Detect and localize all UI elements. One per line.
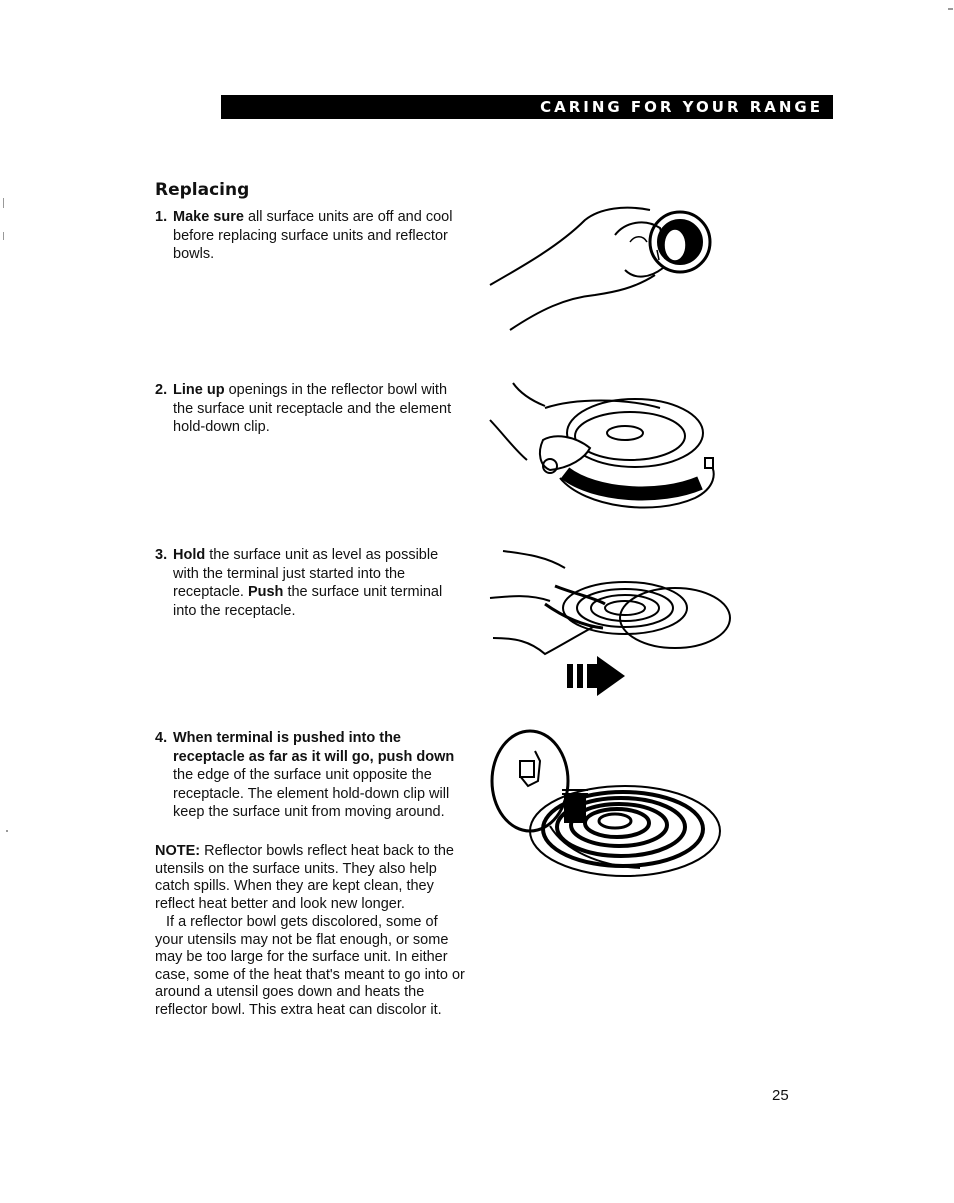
page-number: 25: [772, 1087, 789, 1104]
surface-unit-pushed-down-icon: [490, 726, 725, 891]
step-2: [155, 381, 465, 437]
section-header-bar: [221, 95, 833, 119]
step-number: 1.: [155, 209, 168, 225]
step-lead: Line up: [173, 382, 225, 398]
step-4: [155, 729, 465, 822]
scan-edge-mark: [6, 830, 8, 832]
push-arrow-icon: [565, 654, 627, 696]
step-lead: Hold: [173, 547, 206, 563]
hand-placing-reflector-bowl-icon: [485, 378, 725, 518]
step-lead-2: Push: [247, 584, 284, 600]
scan-edge-mark: [3, 232, 4, 240]
section-title: Replacing: [155, 180, 250, 200]
note-paragraph-2: If a reflector bowl gets discolored, some of your utensils may not be flat enough, or some may be too large for the surface unit. In either case, some of the heat that's meant to go into or around a utensil goes down and heats the reflector bowl. This extra heat can discolor it.: [155, 914, 465, 1018]
section-header-title: CARING FOR YOUR RANGE: [540, 98, 823, 116]
step-number: 3.: [155, 547, 168, 563]
note-label: NOTE:: [155, 843, 201, 859]
step-text: openings in the reflector bowl with the surface unit receptacle and the element hold-down clip.: [173, 382, 452, 435]
scan-edge-mark: [3, 198, 4, 208]
step-number: 2.: [155, 382, 168, 398]
step-text: the edge of the surface unit opposite the receptacle. The element hold-down clip will keep the surface unit from moving around.: [173, 767, 450, 820]
step-text: all surface units are off and cool before replacing surface units and reflector bowls.: [173, 209, 453, 262]
hand-turning-knob-icon: [485, 200, 720, 340]
note-text: Reflector bowls reflect heat back to the utensils on the surface units. They also help catch spills. When they are kept clean, they reflect heat better and look new longer.: [155, 843, 454, 912]
step-lead: When terminal is pushed into the receptacle as far as it will go, push down: [173, 730, 455, 765]
step-text: the surface unit as level as possible with the terminal just started into the receptacle.: [173, 547, 439, 600]
hand-inserting-surface-unit-icon: [485, 546, 735, 666]
scan-edge-mark: [948, 8, 953, 10]
step-3: [155, 546, 465, 620]
step-text-2: the surface unit terminal into the receptacle.: [173, 584, 443, 619]
step-1: [155, 208, 465, 264]
step-number: 4.: [155, 730, 168, 746]
note-paragraph: [155, 843, 465, 913]
step-lead: Make sure: [173, 209, 244, 225]
